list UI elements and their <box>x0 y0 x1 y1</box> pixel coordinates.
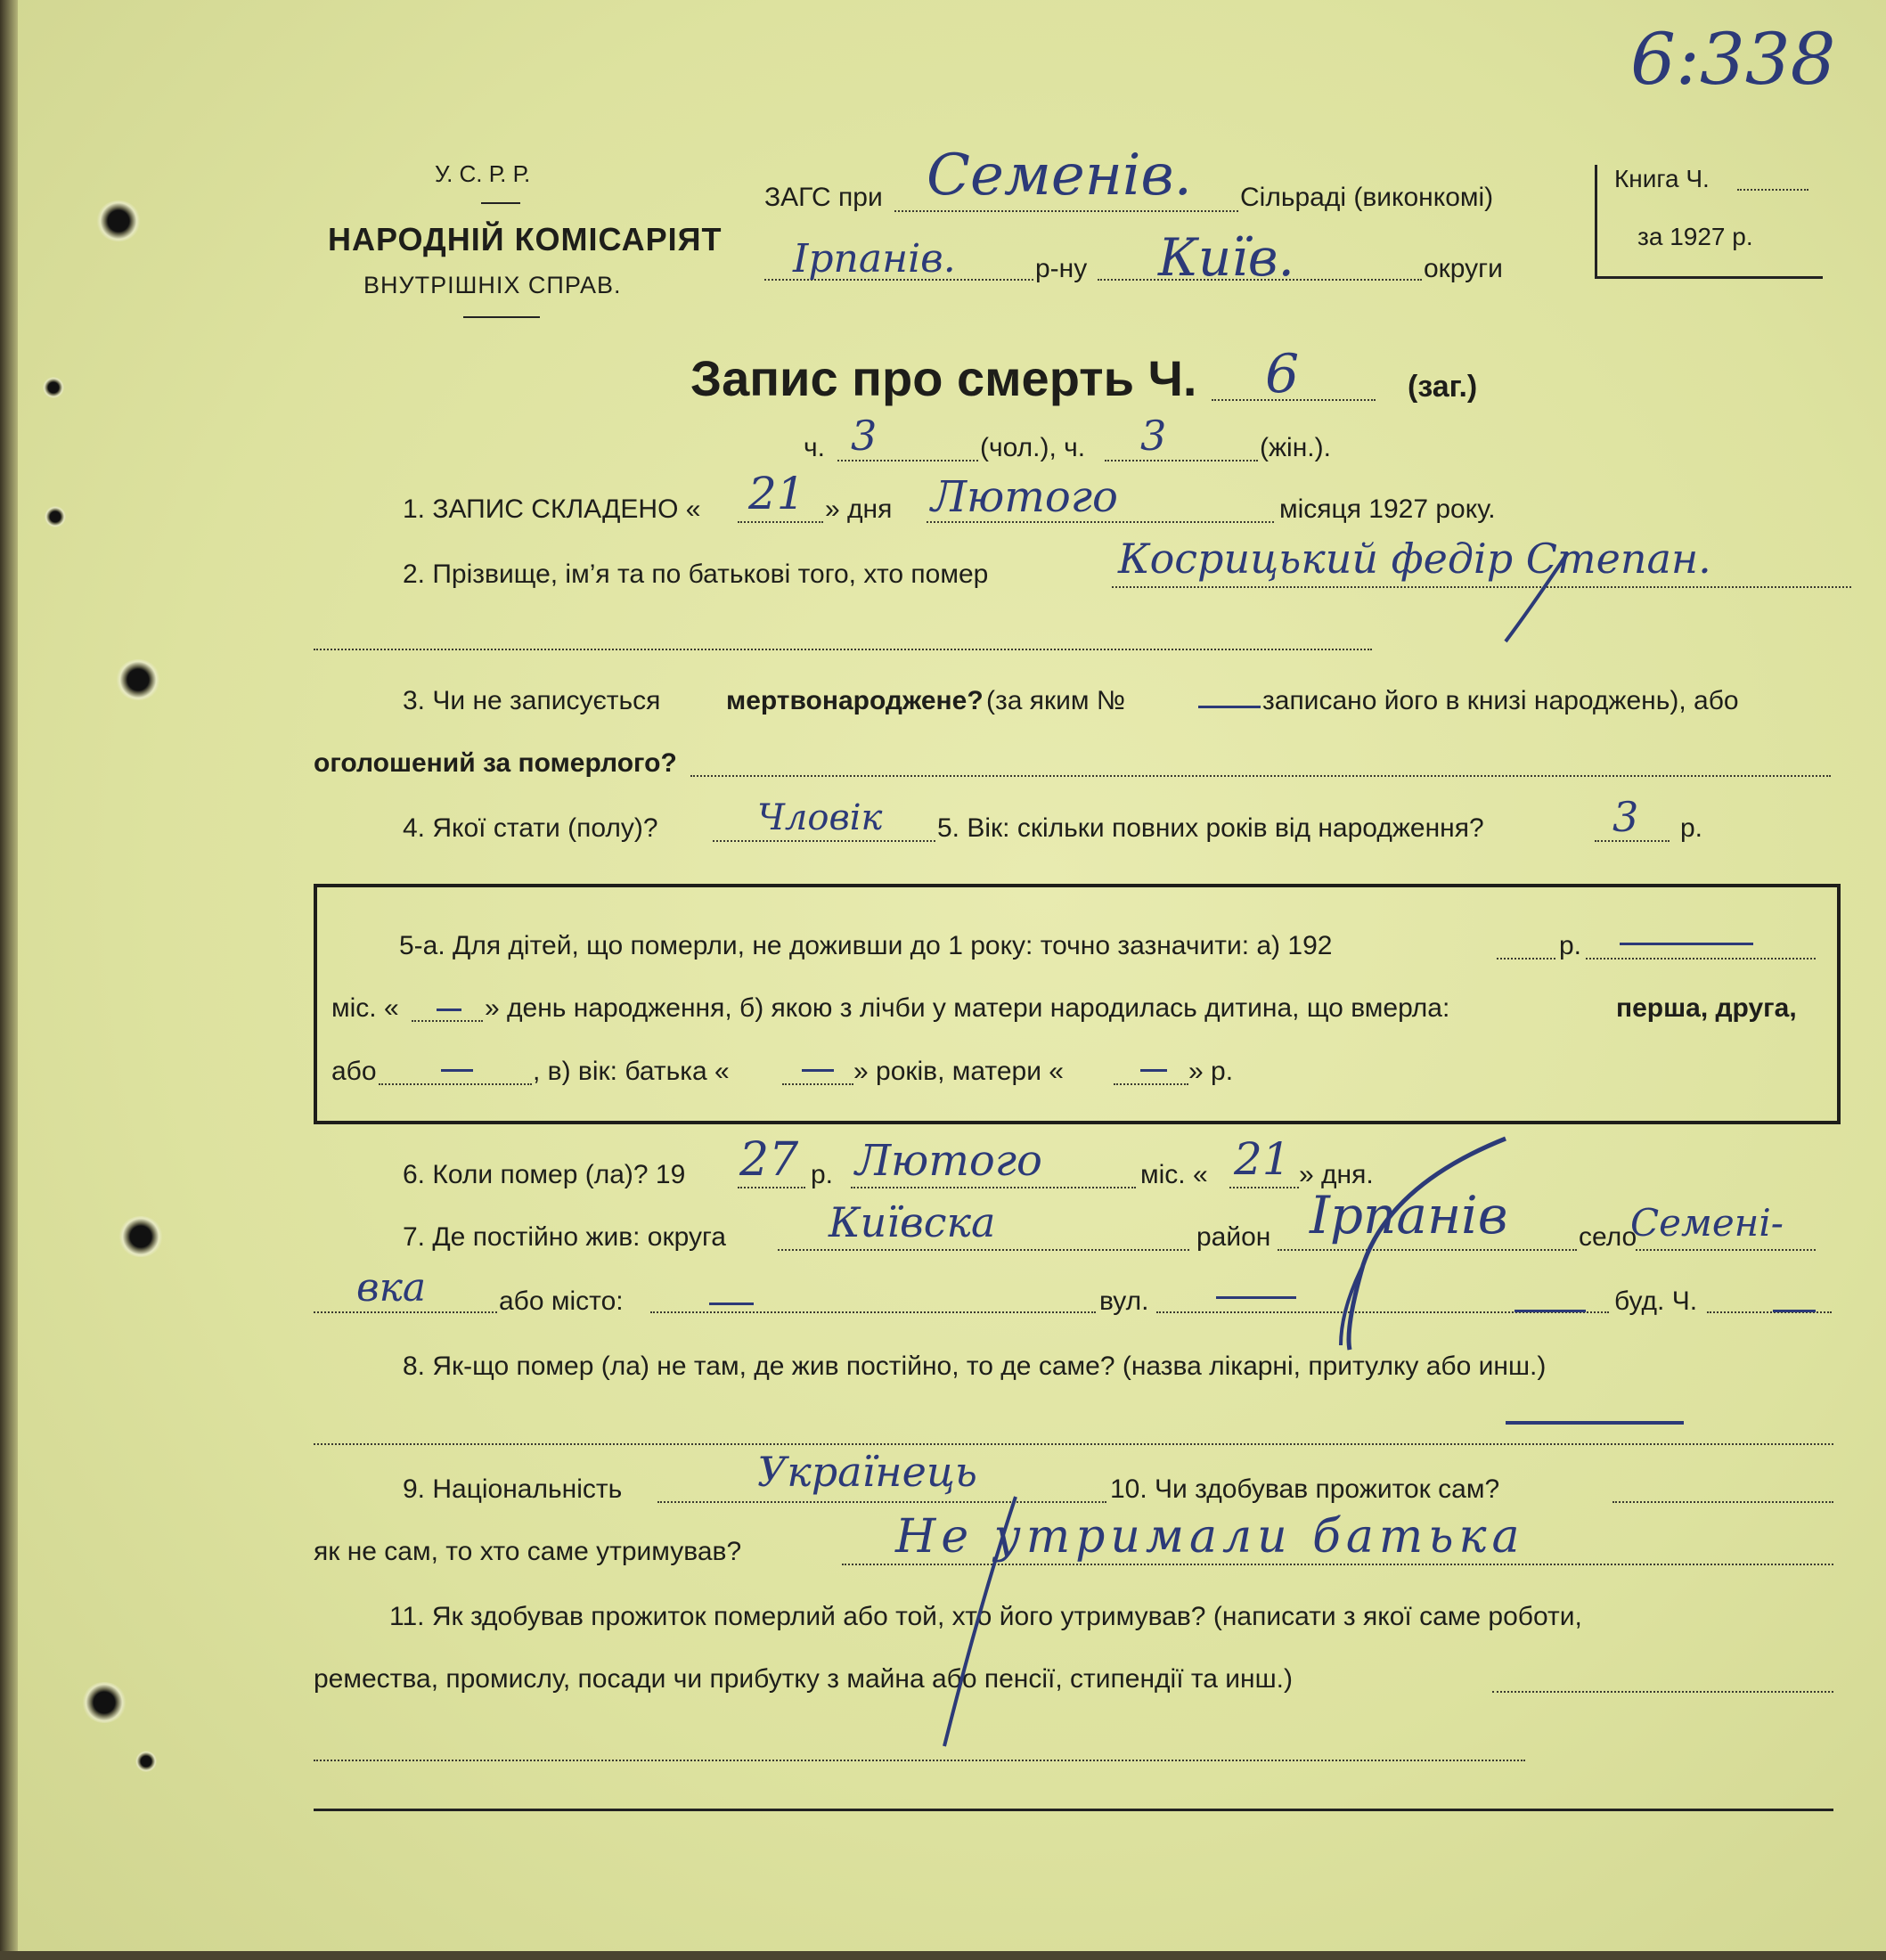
field5a-line2-a: міс. « <box>331 993 399 1023</box>
field2-handwritten: Косрицький федір Степан. <box>1118 535 1711 583</box>
book-year: за 1927 р. <box>1637 223 1753 250</box>
record-number-handwritten: 6 <box>1265 343 1300 405</box>
ch-label: ч. <box>804 433 825 462</box>
field7-selo-handwritten: Семені- <box>1630 1201 1784 1245</box>
field6-day-handwritten: 21 <box>1234 1133 1291 1185</box>
field5a-line3-d: » р. <box>1188 1057 1234 1086</box>
field10b-label: як не сам, то хто саме утримував? <box>314 1537 742 1566</box>
female-count-handwritten: 3 <box>1140 412 1167 460</box>
field3-bold: мертвонароджене? <box>726 686 984 715</box>
field6-year-handwritten: 27 <box>739 1133 799 1187</box>
okruga-handwritten: Київ. <box>1158 227 1294 288</box>
field5a-line3-c: » років, матери « <box>853 1057 1064 1086</box>
field7-vul-label: вул. <box>1099 1286 1149 1316</box>
field8-label: 8. Як-що помер (ла) не там, де жив постійно, то де саме? (назва лікарні, притулку або инш.) <box>403 1352 1547 1381</box>
field2-label: 2. Прізвище, ім’я та по батькові того, хто помер <box>403 559 989 589</box>
record-title: Запис про смерть Ч. <box>690 350 1197 406</box>
field9-handwritten: Українець <box>757 1448 977 1496</box>
field7-rayon-label: район <box>1196 1222 1271 1252</box>
field7-selo-label: село <box>1579 1222 1637 1252</box>
field7-bud-label: буд. Ч. <box>1614 1286 1698 1316</box>
field5a-line2-bold: перша, друга, <box>1616 993 1797 1023</box>
field1-label: 1. ЗАПИС СКЛАДЕНО « <box>403 494 701 524</box>
field6-mis: міс. « <box>1140 1160 1208 1189</box>
female-label: (жін.). <box>1260 433 1331 462</box>
field5a-line3-a: або <box>331 1057 377 1086</box>
field3-label-c: записано його в книзі народжень), або <box>1262 686 1739 715</box>
department-title: ВНУТРІШНІХ СПРАВ. <box>363 272 622 298</box>
record-suffix: (заг.) <box>1408 370 1478 404</box>
field4-label: 4. Якої стати (полу)? <box>403 813 658 843</box>
district-handwritten: Ірпанів. <box>793 236 956 282</box>
commissariat-title: НАРОДНІЙ КОМІСАРІЯТ <box>328 221 723 257</box>
field5a-line1-tail: р. <box>1559 931 1582 960</box>
field7-okruga-handwritten: Київска <box>829 1198 996 1246</box>
field9-label: 9. Національність <box>403 1474 623 1504</box>
field4-handwritten: Чловік <box>757 797 883 838</box>
field1-day-handwritten: 21 <box>748 468 805 519</box>
field5a-line1: 5-а. Для дітей, що померли, не доживши до 1 року: точно зазначити: а) 192 <box>399 931 1333 960</box>
field6-label: 6. Коли помер (ла)? 19 <box>403 1160 686 1189</box>
field3-bold2: оголошений за померлого? <box>314 748 677 778</box>
field7-selo-handwritten2: вка <box>356 1265 427 1311</box>
field7-rayon-handwritten: Ірпанів <box>1310 1185 1508 1245</box>
field7-misto-label: або місто: <box>499 1286 624 1316</box>
field7-label: 7. Де постійно жив: округа <box>403 1222 726 1252</box>
field1-month-handwritten: Лютого <box>931 472 1118 522</box>
field5-unit: р. <box>1680 813 1703 843</box>
male-label: (чол.), ч. <box>980 433 1086 462</box>
field10-label: 10. Чи здобував прожиток сам? <box>1110 1474 1500 1504</box>
field1-tail: місяця 1927 року. <box>1279 494 1496 524</box>
field11-line2: ремества, промислу, посади чи прибутку з майна або пенсії, стипендії та инш.) <box>314 1664 1293 1694</box>
male-count-handwritten: 3 <box>851 412 878 460</box>
field10b-handwritten: Не утримали батька <box>895 1510 1525 1564</box>
zags-label: ЗАГС при <box>764 183 883 212</box>
field5-handwritten: 3 <box>1612 793 1639 841</box>
archive-number: 6:338 <box>1630 18 1836 101</box>
field6-tail: » дня. <box>1299 1160 1374 1189</box>
field5-label: 5. Вік: скільки повних років від народження? <box>937 813 1484 843</box>
field5a-line2-b: » день народження, б) якою з лічби у матери народилась дитина, що вмерла: <box>485 993 1450 1023</box>
field6-r: р. <box>811 1160 834 1189</box>
field5a-line3-b: , в) вік: батька « <box>533 1057 730 1086</box>
district-label: р-ну <box>1035 254 1088 283</box>
okruga-label: округи <box>1424 254 1503 283</box>
field1-mid: » дня <box>825 494 893 524</box>
republic-label: У. С. Р. Р. <box>435 160 531 187</box>
book-label: Книга Ч. <box>1614 165 1710 192</box>
field3-label-b: (за яким № <box>986 686 1126 715</box>
field11-line1: 11. Як здобував прожиток померлий або той, хто його утримував? (написати з якої саме роботи, <box>389 1602 1582 1631</box>
zags-handwritten: Семенів. <box>927 143 1192 208</box>
field3-label-a: 3. Чи не записується <box>403 686 661 715</box>
field6-month-handwritten: Лютого <box>855 1136 1042 1186</box>
village-council-label: Сільраді (виконкомі) <box>1240 183 1494 212</box>
